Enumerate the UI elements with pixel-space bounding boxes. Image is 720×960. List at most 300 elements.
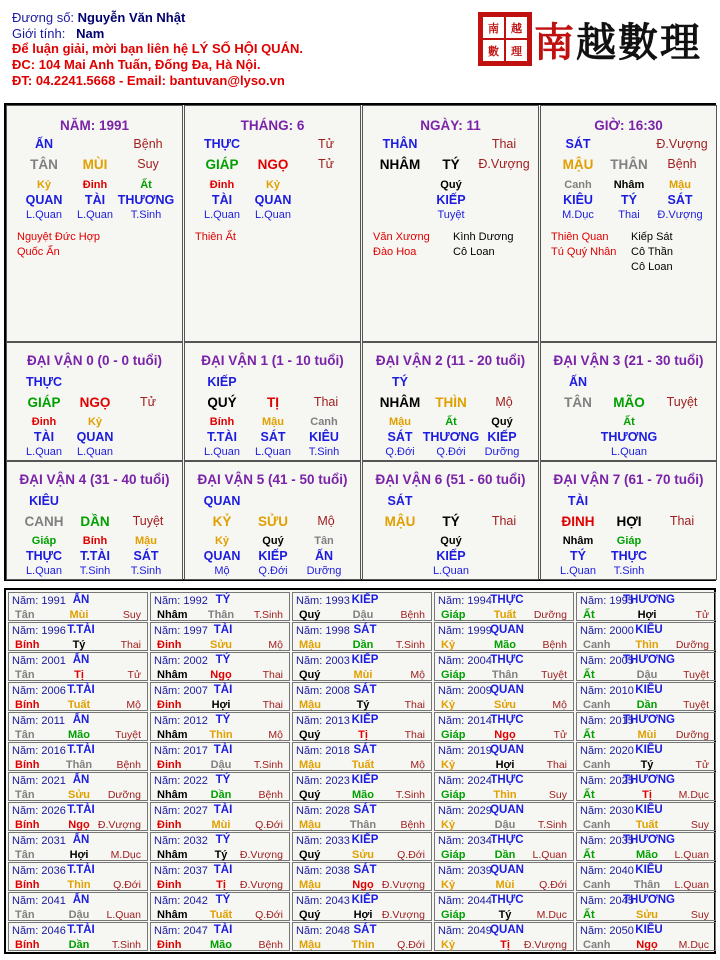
year-branch: Tuất [351, 759, 375, 771]
year-label: Năm: 2028 [296, 805, 350, 817]
year-ten-god: T.TÀI [67, 924, 95, 936]
gender-value: Nam [76, 25, 105, 41]
year-branch: Dậu [494, 819, 516, 831]
year-branch: Dậu [352, 609, 374, 621]
year-label: Năm: 2044 [438, 895, 492, 907]
year-branch: Tý [214, 849, 228, 861]
year-cell [576, 922, 716, 951]
year-stem: Tân [15, 609, 35, 621]
year-label: Năm: 2039 [438, 865, 492, 877]
year-label: Năm: 2021 [12, 775, 66, 787]
dai-van-hidden-god: THỰC [610, 549, 648, 563]
hidden-life-stage: L.Quan [254, 209, 292, 221]
year-stem: Canh [583, 819, 611, 831]
dai-van-hidden-stem: Mậu [262, 416, 284, 428]
hidden-life-stage: L.Quan [203, 209, 241, 221]
year-branch: Thân [65, 759, 93, 771]
year-life-stage: Mộ [410, 759, 425, 771]
dai-van-hidden-god: QUAN [203, 549, 241, 563]
year-life-stage: T.Sinh [395, 789, 425, 801]
year-ten-god: ẤN [72, 894, 90, 906]
year-branch: Dậu [210, 759, 232, 771]
year-ten-god: QUAN [490, 864, 524, 876]
year-branch: Thìn [635, 639, 659, 651]
dai-van-hidden-stem: Giáp [31, 535, 57, 547]
year-life-stage: Bệnh [542, 639, 567, 651]
earthly-branch: TÝ [442, 157, 460, 172]
year-ten-god: KIÊU [635, 804, 663, 816]
dai-van-hidden-god: TÝ [570, 549, 586, 563]
pillar-cell [362, 105, 539, 342]
dai-van-hidden-stem: Bính [209, 416, 235, 428]
year-label: Năm: 2033 [296, 835, 350, 847]
year-label: Năm: 1996 [12, 625, 66, 637]
dai-van-title: ĐẠI VẬN 2 (11 - 20 tuổi) [375, 353, 526, 368]
year-cell [8, 652, 148, 681]
year-stem: Giáp [441, 609, 466, 621]
year-label: Năm: 2014 [438, 715, 492, 727]
year-stem: Đinh [157, 879, 182, 891]
year-life-stage: Tuyệt [541, 669, 567, 681]
year-stem: Quý [299, 609, 321, 621]
year-branch: Sửu [635, 909, 659, 921]
star-right: Cô Loan [631, 261, 673, 273]
year-branch: Dần [352, 639, 374, 651]
dai-van-ten-god: TÀI [567, 494, 589, 508]
year-stem: Quý [299, 669, 321, 681]
hidden-stem: Quý [440, 179, 462, 191]
dai-van-ten-god: SÁT [387, 494, 413, 508]
dai-van-hidden-stage: L.Quan [203, 446, 241, 458]
year-label: Năm: 1993 [296, 595, 350, 607]
year-branch: Mão [494, 639, 516, 651]
year-label: Năm: 2047 [154, 925, 208, 937]
year-branch: Dậu [636, 669, 658, 681]
hidden-life-stage: T.Sinh [130, 209, 162, 221]
year-stem: Kỷ [441, 819, 456, 831]
year-stem: Quý [299, 729, 321, 741]
year-cell [8, 832, 148, 861]
logo [478, 8, 706, 74]
year-cell [292, 862, 432, 891]
dai-van-life-stage: Thai [491, 514, 517, 528]
star-left: Thiên Ất [195, 231, 236, 243]
year-ten-god: KIẾP [351, 654, 379, 666]
year-ten-god: ẤN [72, 654, 90, 666]
year-label: Năm: 2037 [154, 865, 208, 877]
branch-life-stage: Tử [317, 157, 335, 171]
year-stem: Canh [583, 639, 611, 651]
chart-panel [4, 103, 716, 581]
year-label: Năm: 1995 [580, 595, 634, 607]
year-life-stage: Dưỡng [675, 729, 709, 741]
dai-van-hidden-god: TÀI [33, 430, 55, 444]
year-stem: Giáp [441, 849, 466, 861]
year-branch: Ngọ [494, 729, 516, 741]
hidden-ten-god: TÀI [211, 193, 233, 207]
year-branch: Ngọ [68, 819, 90, 831]
year-cell [8, 712, 148, 741]
earthly-branch: THÂN [610, 157, 648, 172]
year-life-stage: Q.Đới [539, 879, 567, 891]
year-ten-god: TÝ [215, 714, 231, 726]
year-cell [292, 712, 432, 741]
year-life-stage: Tuyệt [683, 699, 709, 711]
dai-van-cell [540, 461, 717, 580]
yearly-table [4, 588, 716, 954]
year-branch: Dậu [68, 909, 90, 921]
dai-van-life-stage: Tử [139, 395, 157, 409]
year-label: Năm: 2016 [12, 745, 66, 757]
heavenly-stem: GIÁP [205, 157, 239, 172]
year-life-stage: Tuyệt [115, 729, 141, 741]
year-cell [576, 742, 716, 771]
dai-van-hidden-stem: Mậu [135, 535, 157, 547]
dai-van-branch: NGỌ [79, 395, 111, 410]
year-cell [150, 832, 290, 861]
year-label: Năm: 2023 [296, 775, 350, 787]
dai-van-ten-god: QUAN [203, 494, 241, 508]
year-branch: Thân [491, 669, 519, 681]
dai-van-cell [362, 461, 539, 580]
year-branch: Hợi [69, 849, 89, 861]
year-label: Năm: 2000 [580, 625, 634, 637]
year-label: Năm: 2005 [580, 655, 634, 667]
dai-van-life-stage: Thai [313, 395, 339, 409]
ten-god-top: THÂN [382, 137, 418, 151]
dai-van-hidden-stage: Dưỡng [306, 565, 342, 577]
branch-life-stage: Đ.Vượng [478, 157, 530, 171]
year-ten-god: QUAN [490, 804, 524, 816]
year-life-stage: Mộ [268, 729, 283, 741]
dai-van-hidden-stem: Ất [623, 416, 635, 428]
year-life-stage: Bệnh [258, 939, 283, 951]
year-stem: Canh [583, 759, 611, 771]
dai-van-hidden-stage: Q.Đới [436, 446, 466, 458]
year-label: Năm: 2024 [438, 775, 492, 787]
year-branch: Hợi [637, 609, 657, 621]
year-ten-god: SÁT [353, 684, 377, 696]
earthly-branch: MÙI [82, 157, 108, 172]
year-ten-god: ẤN [72, 834, 90, 846]
star-left: Văn Xương [373, 231, 430, 243]
year-cell [292, 622, 432, 651]
year-life-stage: Mộ [552, 699, 567, 711]
star-right: Kiếp Sát [631, 231, 673, 243]
year-cell [292, 592, 432, 621]
dai-van-hidden-god: ẤN [314, 549, 334, 563]
year-label: Năm: 2034 [438, 835, 492, 847]
year-label: Năm: 2035 [580, 835, 634, 847]
header-info [12, 10, 482, 89]
dai-van-hidden-god: KIẾP [258, 549, 288, 563]
year-ten-god: TÝ [215, 774, 231, 786]
year-life-stage: Đ.Vượng [239, 849, 283, 861]
hidden-stem: Mậu [669, 179, 691, 191]
year-life-stage: Đ.Vượng [523, 939, 567, 951]
dai-van-title: ĐẠI VẬN 4 (31 - 40 tuổi) [19, 472, 170, 487]
dai-van-title: ĐẠI VẬN 6 (51 - 60 tuổi) [375, 472, 526, 487]
year-cell [150, 682, 290, 711]
dai-van-hidden-god: THƯƠNG [600, 430, 658, 444]
dai-van-hidden-stage: T.Sinh [79, 565, 111, 577]
dai-van-hidden-stage: T.Sinh [130, 565, 162, 577]
dai-van-life-stage: Tuyệt [132, 514, 164, 528]
year-stem: Quý [299, 909, 321, 921]
year-cell [150, 592, 290, 621]
year-life-stage: L.Quan [532, 849, 567, 861]
year-cell [8, 742, 148, 771]
year-ten-god: QUAN [490, 624, 524, 636]
year-label: Năm: 2038 [296, 865, 350, 877]
year-life-stage: Mộ [410, 669, 425, 681]
year-label: Năm: 2031 [12, 835, 66, 847]
life-stage-top: Tử [317, 137, 335, 151]
year-ten-god: TÝ [215, 654, 231, 666]
year-ten-god: SÁT [353, 744, 377, 756]
year-cell [576, 832, 716, 861]
hidden-stem: Đinh [209, 179, 235, 191]
year-label: Năm: 2018 [296, 745, 350, 757]
year-label: Năm: 2009 [438, 685, 492, 697]
year-cell [8, 592, 148, 621]
year-label: Năm: 2019 [438, 745, 492, 757]
year-ten-god: QUAN [490, 924, 524, 936]
year-label: Năm: 1991 [12, 595, 66, 607]
hidden-stem: Kỷ [36, 179, 52, 191]
year-branch: Tuất [67, 699, 91, 711]
year-ten-god: KIÊU [635, 624, 663, 636]
year-stem: Giáp [441, 909, 466, 921]
year-cell [434, 682, 574, 711]
year-life-stage: Mộ [268, 639, 283, 651]
dai-van-life-stage: Mộ [495, 395, 513, 409]
year-cell [8, 622, 148, 651]
year-life-stage: Thai [120, 639, 141, 651]
year-cell [576, 652, 716, 681]
year-stem: Kỷ [441, 939, 456, 951]
dai-van-cell [184, 342, 361, 461]
dai-van-hidden-god: THƯƠNG [422, 430, 480, 444]
year-ten-god: SÁT [353, 924, 377, 936]
year-branch: Dần [494, 849, 516, 861]
year-cell [8, 892, 148, 921]
year-cell [576, 682, 716, 711]
year-ten-god: THƯƠNG [623, 714, 675, 726]
dai-van-life-stage: Tuyệt [666, 395, 698, 409]
year-stem: Bính [15, 939, 40, 951]
year-stem: Ất [583, 669, 595, 681]
year-stem: Mậu [299, 699, 321, 711]
dai-van-hidden-stem: Đinh [31, 416, 57, 428]
pillar-title: GIỜ: 16:30 [594, 118, 663, 133]
year-cell [576, 712, 716, 741]
ten-god-top: SÁT [565, 137, 591, 151]
year-cell [150, 652, 290, 681]
contact-line: Để luận giải, mời bạn liên hệ LÝ SỐ HỘI QUÁN. [12, 41, 303, 57]
year-cell [8, 862, 148, 891]
year-stem: Ất [583, 909, 595, 921]
year-ten-god: SÁT [353, 624, 377, 636]
hidden-ten-god: TÝ [621, 193, 637, 207]
year-ten-god: THỰC [490, 654, 524, 666]
year-label: Năm: 2048 [296, 925, 350, 937]
year-branch: Tý [498, 909, 512, 921]
year-ten-god: QUAN [490, 684, 524, 696]
dai-van-stem: ĐINH [561, 514, 595, 529]
dai-van-hidden-stage: Q.Đới [385, 446, 415, 458]
year-ten-god: THỰC [490, 894, 524, 906]
year-life-stage: Thai [404, 729, 425, 741]
year-cell [150, 802, 290, 831]
year-cell [576, 862, 716, 891]
year-stem: Bính [15, 699, 40, 711]
year-branch: Tị [216, 879, 226, 891]
year-branch: Tý [640, 759, 654, 771]
address-line: ĐC: 104 Mai Anh Tuấn, Đống Đa, Hà Nội. [12, 57, 261, 73]
year-life-stage: Tử [127, 669, 141, 681]
dai-van-hidden-stem: Quý [262, 535, 284, 547]
year-ten-god: THƯƠNG [623, 594, 675, 606]
year-stem: Nhâm [157, 669, 188, 681]
year-stem: Nhâm [157, 849, 188, 861]
year-label: Năm: 2020 [580, 745, 634, 757]
hidden-life-stage: Đ.Vượng [657, 209, 703, 221]
year-stem: Giáp [441, 669, 466, 681]
year-branch: Hợi [211, 699, 231, 711]
dai-van-cell [540, 342, 717, 461]
year-stem: Đinh [157, 759, 182, 771]
year-stem: Kỷ [441, 639, 456, 651]
year-cell [576, 592, 716, 621]
year-life-stage: Đ.Vượng [239, 879, 283, 891]
year-ten-god: THỰC [490, 714, 524, 726]
year-branch: Sửu [493, 699, 517, 711]
year-label: Năm: 2010 [580, 685, 634, 697]
year-branch: Mùi [495, 879, 515, 891]
dai-van-ten-god: TÝ [392, 375, 408, 389]
year-cell [150, 772, 290, 801]
dai-van-hidden-stage: Mộ [214, 565, 230, 577]
year-label: Năm: 2046 [12, 925, 66, 937]
year-branch: Dần [68, 939, 90, 951]
year-stem: Tân [15, 669, 35, 681]
year-life-stage: Thai [262, 669, 283, 681]
year-stem: Tân [15, 849, 35, 861]
year-ten-god: TÝ [215, 894, 231, 906]
year-label: Năm: 2002 [154, 655, 208, 667]
dai-van-life-stage: Mộ [317, 514, 335, 528]
year-label: Năm: 2022 [154, 775, 208, 787]
dai-van-branch: SỬU [258, 514, 288, 529]
year-label: Năm: 2049 [438, 925, 492, 937]
hidden-ten-god: QUAN [25, 193, 63, 207]
year-stem: Nhâm [157, 909, 188, 921]
dai-van-branch: HỢI [616, 514, 642, 529]
ten-god-top: THỰC [203, 137, 241, 151]
branch-life-stage: Bệnh [667, 157, 697, 171]
year-branch: Tý [356, 699, 370, 711]
dai-van-hidden-stem: Quý [440, 535, 462, 547]
year-ten-god: T.TÀI [67, 864, 95, 876]
year-branch: Mùi [69, 609, 89, 621]
year-ten-god: T.TÀI [67, 804, 95, 816]
year-label: Năm: 2042 [154, 895, 208, 907]
dai-van-hidden-stem: Bính [82, 535, 108, 547]
star-left: Tú Quý Nhân [551, 246, 617, 258]
dai-van-ten-god: KIÊU [29, 494, 59, 508]
year-ten-god: THỰC [490, 834, 524, 846]
year-cell [292, 802, 432, 831]
name-value: Nguyễn Văn Nhật [77, 10, 186, 25]
star-left: Nguyệt Đức Hợp [17, 231, 101, 243]
year-life-stage: Đ.Vượng [381, 909, 425, 921]
year-cell [292, 772, 432, 801]
star-left: Đào Hoa [373, 246, 417, 258]
dai-van-hidden-stage: T.Sinh [308, 446, 340, 458]
year-life-stage: M.Dục [110, 849, 141, 861]
year-life-stage: Thai [546, 759, 567, 771]
year-life-stage: Q.Đới [113, 879, 141, 891]
year-ten-god: KIẾP [351, 774, 379, 786]
year-stem: Đinh [157, 639, 182, 651]
year-ten-god: T.TÀI [67, 624, 95, 636]
year-ten-god: TÀI [213, 864, 233, 876]
dai-van-stem: MẬU [384, 514, 416, 529]
year-branch: Sửu [67, 789, 91, 801]
pillar-title: NĂM: 1991 [59, 118, 130, 133]
year-ten-god: KIẾP [351, 714, 379, 726]
star-left: Quốc Ấn [17, 246, 60, 258]
dai-van-hidden-stem: Kỷ [214, 535, 230, 547]
year-life-stage: Tử [695, 759, 709, 771]
dai-van-hidden-stem: Canh [310, 416, 338, 428]
year-label: Năm: 2050 [580, 925, 634, 937]
year-label: Năm: 2015 [580, 715, 634, 727]
year-stem: Nhâm [157, 789, 188, 801]
year-branch: Dần [636, 699, 658, 711]
dai-van-hidden-god: KIẾP [436, 549, 466, 563]
year-branch: Tuất [635, 819, 659, 831]
year-branch: Sửu [351, 849, 375, 861]
dai-van-life-stage: Thai [669, 514, 695, 528]
year-ten-god: THỰC [490, 594, 524, 606]
hidden-life-stage: M.Dục [562, 209, 594, 221]
life-stage-top: Thai [491, 137, 517, 151]
year-ten-god: THƯƠNG [623, 894, 675, 906]
year-stem: Ất [583, 789, 595, 801]
star-left: Thiên Quan [551, 231, 609, 243]
year-label: Năm: 2029 [438, 805, 492, 817]
year-label: Năm: 2025 [580, 775, 634, 787]
pillar-cell [540, 105, 717, 342]
year-life-stage: Đ.Vượng [381, 879, 425, 891]
year-ten-god: T.TÀI [67, 744, 95, 756]
star-right: Cô Thần [631, 246, 673, 258]
year-ten-god: THƯƠNG [623, 834, 675, 846]
phone-email-line: ĐT: 04.2241.5668 - Email: bantuvan@lyso.vn [12, 72, 285, 88]
year-cell [292, 922, 432, 951]
year-life-stage: Dưỡng [533, 609, 567, 621]
year-label: Năm: 2017 [154, 745, 208, 757]
dai-van-title: ĐẠI VẬN 1 (1 - 10 tuổi) [201, 353, 344, 368]
year-cell [150, 742, 290, 771]
dai-van-hidden-stem: Ất [445, 416, 457, 428]
earthly-branch: NGỌ [257, 157, 289, 172]
year-branch: Tuất [209, 909, 233, 921]
hidden-ten-god: THƯƠNG [117, 193, 175, 207]
hidden-stem: Ất [140, 179, 152, 191]
